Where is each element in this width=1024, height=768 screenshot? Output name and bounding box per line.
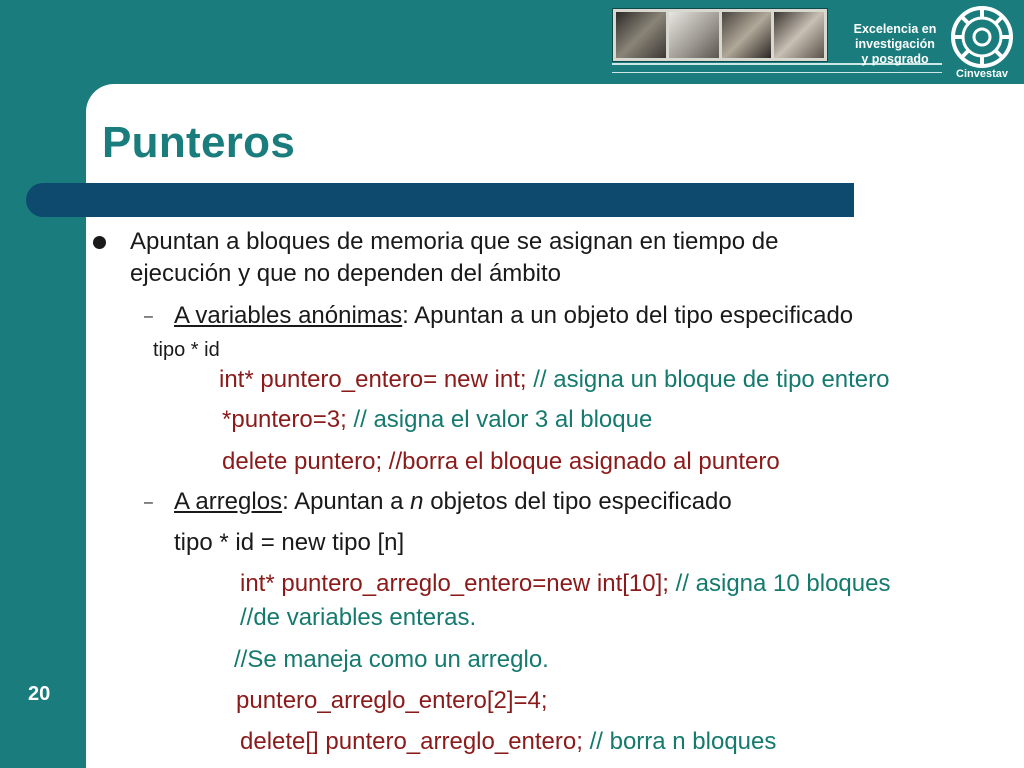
code-comment: // borra n bloques [582, 728, 777, 755]
sub-bullet-dash: – [144, 494, 153, 511]
code-line [222, 448, 780, 476]
code-line [240, 728, 776, 756]
bullet-text-line: Apuntan a bloques de memoria que se asignan en tiempo de [130, 228, 779, 255]
anon-variables-text: : Apuntan a un objeto del tipo especificado [402, 302, 854, 329]
header-photo [616, 12, 666, 58]
title-underline-bar [26, 183, 854, 217]
code-line [222, 406, 652, 434]
code-comment: //borra el bloque asignado al puntero [382, 448, 780, 475]
institution-name: Cinvestav [956, 68, 1008, 80]
arrays-label: A arreglos [174, 488, 283, 515]
code-text: delete[] puntero_arreglo_entero; [240, 728, 583, 755]
bullet-icon [93, 236, 106, 249]
code-line [240, 570, 890, 598]
tagline-line: investigación [855, 37, 935, 51]
code-comment: //de variables enteras. [240, 604, 477, 631]
header-photo [669, 12, 719, 58]
code-text: int* puntero_entero= new int; [219, 366, 527, 393]
code-comment: // asigna 10 bloques [668, 570, 891, 597]
slide-title: Punteros [102, 118, 296, 167]
code-text: delete puntero; [222, 448, 383, 475]
arrays-text: : Apuntan a [282, 488, 411, 515]
code-text: int* puntero_arreglo_entero=new int[10]; [240, 570, 669, 597]
header-photo [722, 12, 772, 58]
code-line [219, 366, 890, 394]
page-number: 20 [28, 683, 51, 705]
anon-variables-label: A variables anónimas [174, 302, 403, 329]
code-text: *puntero=3; [222, 406, 347, 433]
code-comment: // asigna un bloque de tipo entero [526, 366, 890, 393]
code-comment: // asigna el valor 3 al bloque [346, 406, 653, 433]
code-comment: //Se maneja como un arreglo. [234, 646, 549, 673]
institution-tagline [840, 22, 950, 67]
arrays-text: objetos del tipo especificado [423, 488, 732, 515]
bullet-text-line: ejecución y que no dependen del ámbito [130, 260, 561, 287]
header-photo [774, 12, 824, 58]
anon-syntax: tipo * id [153, 339, 220, 361]
arrays-syntax: tipo * id = new tipo [n] [174, 529, 405, 556]
arrays-heading [174, 488, 732, 516]
header-photo-strip [612, 8, 828, 62]
arrays-text-n: n [410, 488, 424, 515]
code-line: puntero_arreglo_entero[2]=4; [236, 687, 548, 714]
cinvestav-logo-icon [949, 4, 1015, 70]
anon-variables-heading [174, 302, 853, 330]
tagline-line: Excelencia en [853, 22, 937, 36]
header-divider [612, 72, 942, 73]
sub-bullet-dash: – [144, 308, 153, 325]
tagline-line: y posgrado [861, 52, 929, 66]
